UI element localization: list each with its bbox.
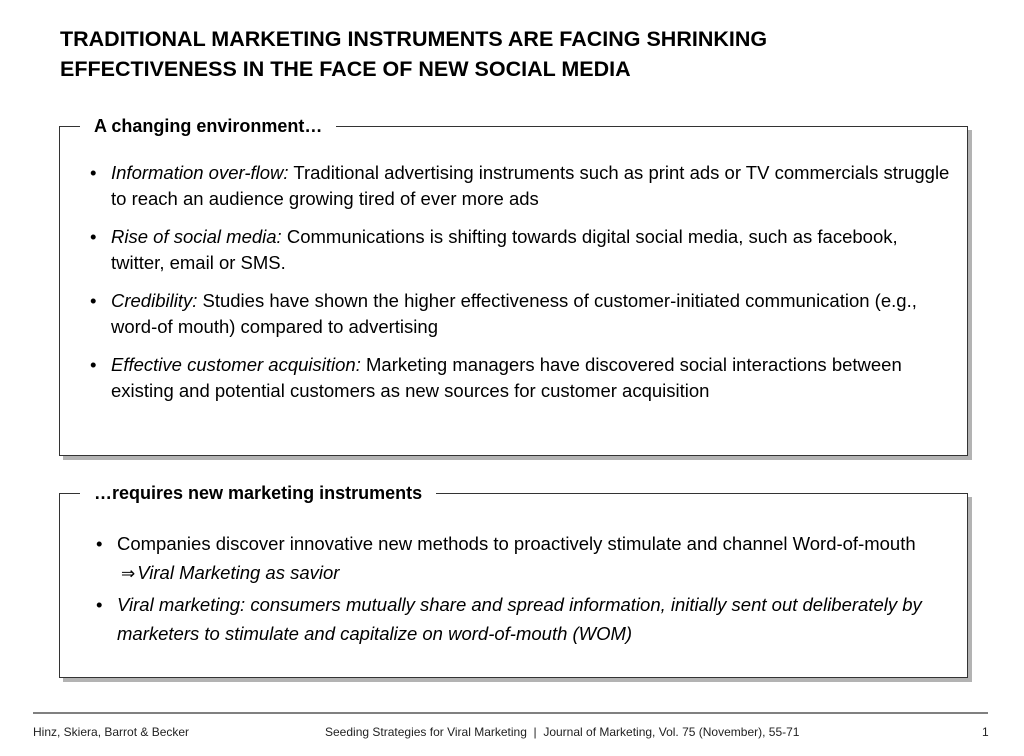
bullet-icon: • [90,290,97,311]
page-number: 1 [982,725,989,739]
new-instruments-box [59,483,968,678]
bullet-list [90,160,950,416]
item-text: Marketing managers have discovered social interactions between existing and potential customers as new sources for customer acquisition [111,354,902,401]
box-label: A changing environment… [80,115,336,137]
implies-arrow-icon: ⇒ [121,564,136,584]
bullet-icon: • [90,354,97,375]
bullet-icon: • [90,162,97,183]
list-item [90,224,950,275]
slide-title-line-2: EFFECTIVENESS IN THE FACE OF NEW SOCIAL MEDIA [60,57,631,81]
list-item [96,529,956,589]
list-item [96,590,956,648]
item-italic-text: Viral marketing: consumers mutually share and spread information, initially sent out deliberately by marketers to stimulate and capitalize on word-of-mouth (WOM) [117,594,922,644]
bullet-icon: • [90,226,97,247]
item-text: Traditional advertising instruments such as print ads or TV commercials struggle to reach an audience growing tired of ever more ads [111,162,950,209]
slide-title [60,24,960,84]
item-text: Companies discover innovative new methods to proactively stimulate and channel Word-of-mouth [117,533,916,554]
changing-environment-box [59,116,968,456]
list-item [90,160,950,211]
item-lead: Effective customer acquisition: [111,354,361,375]
footer-citation: Seeding Strategies for Viral Marketing | Journal of Marketing, Vol. 75 (November), 55-71 [325,725,800,739]
slide-title-line-1: TRADITIONAL MARKETING INSTRUMENTS ARE FACING SHRINKING [60,27,768,51]
list-item [90,288,950,339]
item-lead: Information over-flow: [111,162,289,183]
item-lead: Credibility: [111,290,198,311]
bullet-icon: • [96,594,103,615]
item-text: Communications is shifting towards digital social media, such as facebook, twitter, email or SMS. [111,226,898,273]
list-item [90,352,950,403]
bullet-list [96,529,956,649]
footer-authors: Hinz, Skiera, Barrot & Becker [33,725,190,739]
item-lead: Rise of social media: [111,226,282,247]
bullet-icon: • [96,533,103,554]
item-italic-tail: Viral Marketing as savior [137,562,340,583]
box-label: …requires new marketing instruments [80,482,436,504]
item-text: Studies have shown the higher effectiveness of customer-initiated communication (e.g., word-of mouth) compared to advertising [111,290,917,337]
footer-divider [33,712,988,714]
